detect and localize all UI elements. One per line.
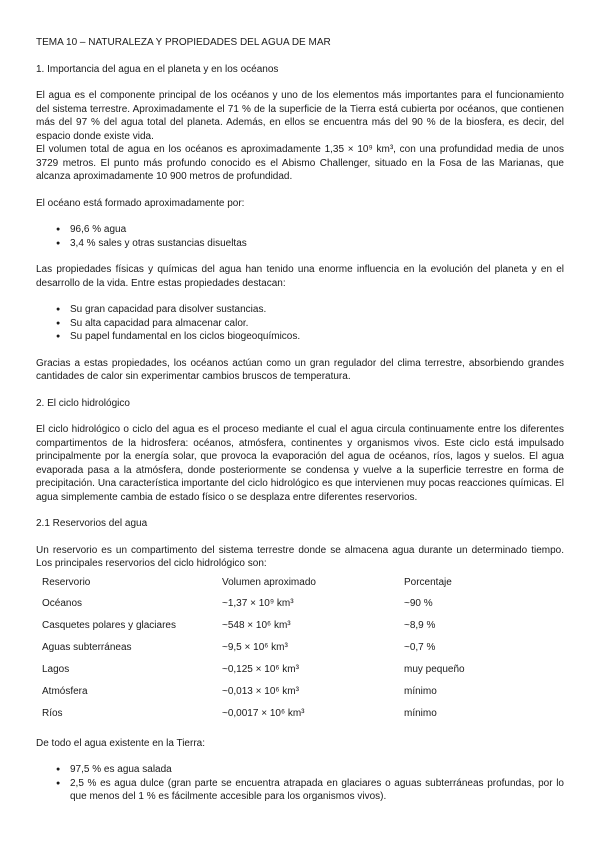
page-title: TEMA 10 – NATURALEZA Y PROPIEDADES DEL AGUA DE MAR bbox=[36, 37, 331, 48]
column-header: Porcentaje bbox=[404, 576, 452, 588]
list-item: ● Su papel fundamental en los ciclos biogeoquímicos. bbox=[56, 330, 564, 344]
paragraph: Un reservorio es un compartimento del sistema terrestre donde se almacena agua durante un determinado tiempo. Los principales reservorios del ciclo hidrológico son: bbox=[36, 544, 564, 569]
table-cell: Casquetes polares y glaciares bbox=[42, 619, 176, 631]
column-header: Reservorio bbox=[42, 576, 91, 588]
table-cell: ~90 % bbox=[404, 597, 433, 609]
table-cell: Lagos bbox=[42, 663, 70, 675]
table-cell: ~0,7 % bbox=[404, 641, 436, 653]
table-row bbox=[36, 615, 556, 637]
properties-list bbox=[36, 303, 564, 344]
reservoirs-table bbox=[36, 573, 556, 725]
table-row bbox=[36, 637, 556, 659]
table-cell: ~1,37 × 10⁹ km³ bbox=[222, 597, 294, 609]
section-heading: 2.1 Reservorios del agua bbox=[36, 518, 148, 529]
paragraph: El ciclo hidrológico o ciclo del agua es el proceso mediante el cual el agua circula continuamente entre los diferentes compartimentos de la hidrosfera: océanos, atmósfera, continentes y organismos vivos. Este ciclo está impulsado principalmente por la energía solar, que provoca la evaporación del agua de océanos, ríos, lagos y suelos. El agua evaporada pasa a la atmósfera, donde posteriormente se condensa y vuelve a la superficie terrestre en forma de precipitación. Una característica importante del ciclo hidrológico es que intervienen muy pocas reacciones químicas. El agua simplemente cambia de estado físico o se desplaza entre diferentes reservorios. bbox=[36, 424, 564, 503]
paragraph: Las propiedades físicas y químicas del agua han tenido una enorme influencia en la evolución del planeta y en el desarrollo de la vida. Entre estas propiedades destacan: bbox=[36, 264, 564, 289]
table-cell: Océanos bbox=[42, 597, 83, 609]
table-cell: mínimo bbox=[404, 707, 437, 719]
section-heading: 2. El ciclo hidrológico bbox=[36, 397, 130, 409]
paragraph: De todo el agua existente en la Tierra: bbox=[36, 737, 205, 749]
table-cell: ~0,0017 × 10⁶ km³ bbox=[222, 707, 305, 719]
list-item: ● 96,6 % agua bbox=[56, 223, 564, 237]
table-cell: Ríos bbox=[42, 707, 63, 719]
table-row bbox=[36, 659, 556, 681]
list-item: ● Su alta capacidad para almacenar calor. bbox=[56, 317, 564, 331]
list-item: ● 3,4 % sales y otras sustancias disueltas bbox=[56, 237, 564, 251]
table-row bbox=[36, 703, 556, 725]
column-header: Volumen aproximado bbox=[222, 576, 316, 588]
table-cell: ~8,9 % bbox=[404, 619, 436, 631]
table-cell: ~9,5 × 10⁶ km³ bbox=[222, 641, 288, 653]
table-cell: mínimo bbox=[404, 685, 437, 697]
section-heading: 1. Importancia del agua en el planeta y en los océanos bbox=[36, 63, 279, 75]
paragraph: El agua es el componente principal de los océanos y uno de los elementos más importantes para el funcionamiento del sistema terrestre. Aproximadamente el 71 % de la superficie de la Tierra está cubierta por océanos, que contienen más del 97 % del agua total del planeta. Además, en ellos se encuentra más del 90 % de la biosfera, es decir, del espacio donde existe vida. bbox=[36, 90, 564, 142]
table-row bbox=[36, 593, 556, 615]
paragraph: El volumen total de agua en los océanos es aproximadamente 1,35 × 10⁹ km³, con una profundidad media de unos 3729 metros. El punto más profundo conocido es el Abismo Challenger, situado en la Fosa de las Marianas, que alcanza aproximadamente 10 900 metros de profundidad. bbox=[36, 144, 564, 182]
paragraph: El océano está formado aproximadamente por: bbox=[36, 197, 245, 209]
totals-list bbox=[36, 763, 564, 804]
table-cell: ~0,013 × 10⁶ km³ bbox=[222, 685, 299, 697]
table-header-row bbox=[36, 573, 556, 593]
table-cell: ~548 × 10⁶ km³ bbox=[222, 619, 291, 631]
composition-list bbox=[36, 223, 564, 250]
table-cell: ~0,125 × 10⁶ km³ bbox=[222, 663, 299, 675]
table-cell: muy pequeño bbox=[404, 663, 465, 675]
list-item: ● Su gran capacidad para disolver sustancias. bbox=[56, 303, 564, 317]
list-item: ● 2,5 % es agua dulce (gran parte se encuentra atrapada en glaciares o aguas subterráneas profundas, por lo que menos del 1 % es fácilmente accesible para los organismos vivos). bbox=[56, 777, 564, 804]
paragraph: Gracias a estas propiedades, los océanos actúan como un gran regulador del clima terrestre, absorbiendo grandes cantidades de calor sin experimentar cambios bruscos de temperatura. bbox=[36, 357, 564, 382]
list-item: ● 97,5 % es agua salada bbox=[56, 763, 564, 777]
table-cell: Aguas subterráneas bbox=[42, 641, 132, 653]
table-row bbox=[36, 681, 556, 703]
table-cell: Atmósfera bbox=[42, 685, 88, 697]
